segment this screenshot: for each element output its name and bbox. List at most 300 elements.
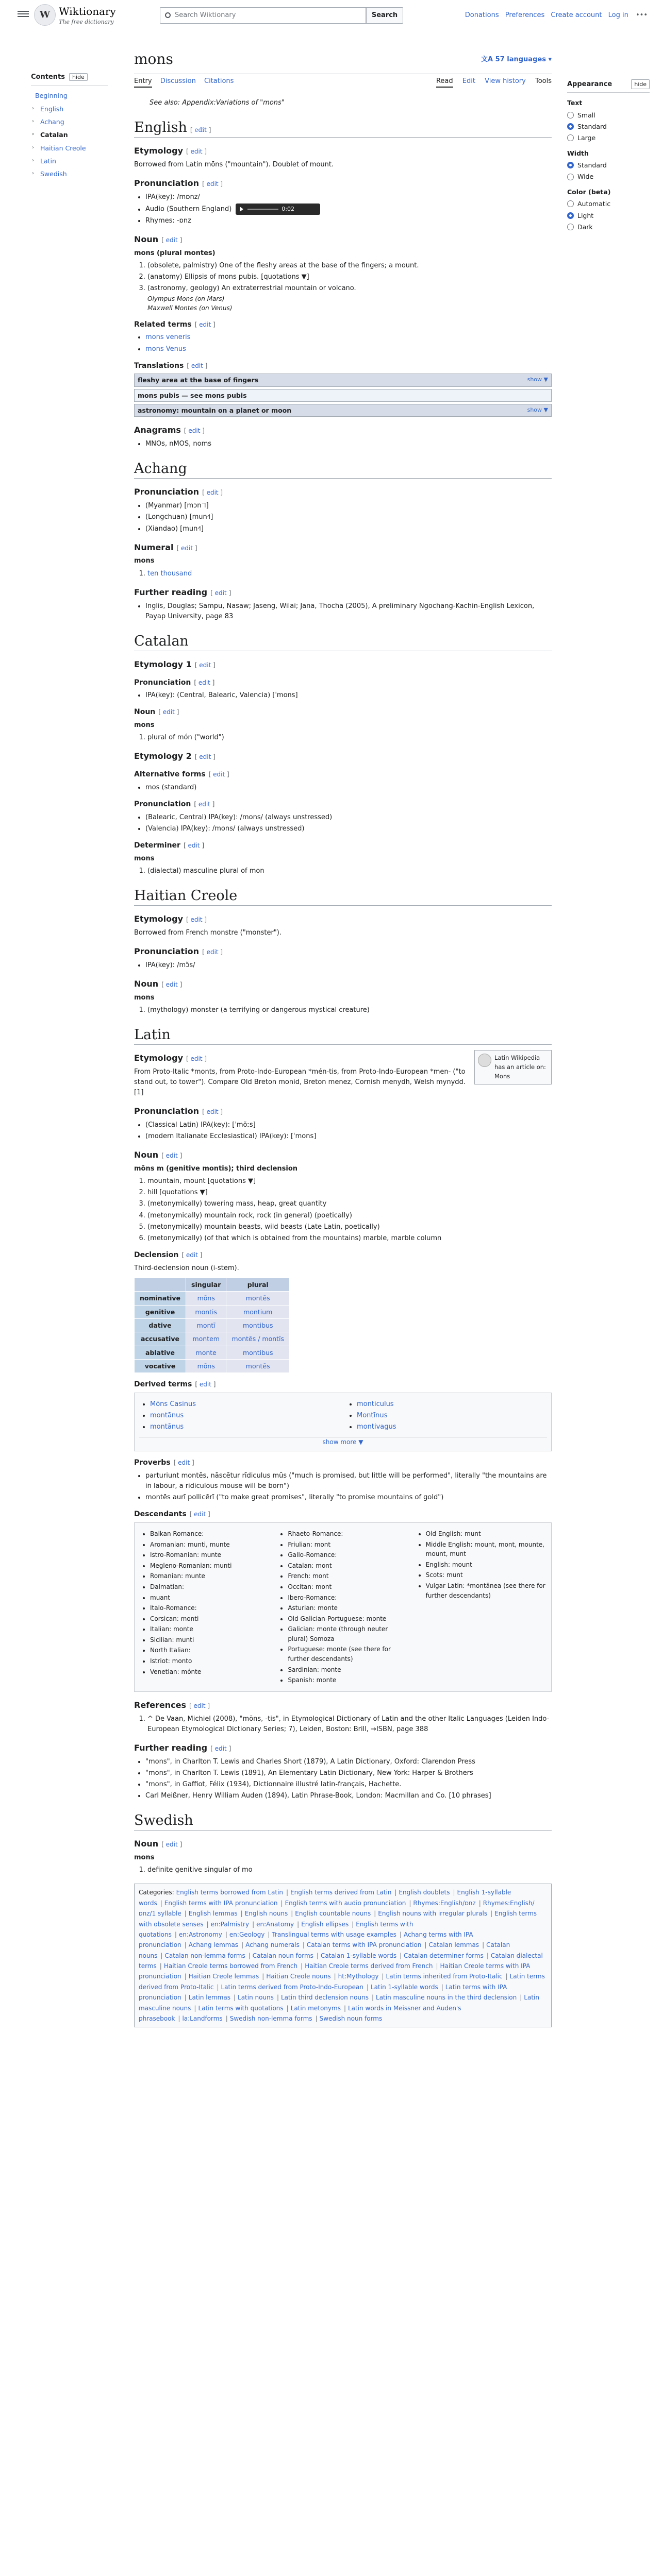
table-row	[135, 1292, 290, 1305]
edit-label[interactable]: edit	[190, 148, 203, 156]
tab-entry[interactable]: Entry	[134, 77, 152, 88]
category-link[interactable]: Latin 1-syllable words	[370, 1983, 438, 1991]
heading-text: Descendants	[134, 1510, 187, 1519]
edit-link[interactable]: [ edit ]	[186, 1055, 207, 1062]
case-form[interactable]: montibus	[226, 1346, 290, 1359]
category-link[interactable]: English terms borrowed from Latin	[176, 1889, 284, 1896]
edit-label[interactable]: edit	[199, 320, 211, 328]
show-button[interactable]: show ▼	[527, 376, 548, 383]
table-row	[135, 1360, 290, 1373]
option-label[interactable]: Large	[577, 134, 596, 142]
tab-edit[interactable]: Edit	[462, 77, 475, 85]
case-form[interactable]: montēs	[226, 1360, 290, 1373]
derived-term-link[interactable]: monticulus	[357, 1400, 394, 1409]
heading-text: Noun	[134, 234, 159, 245]
toc-item[interactable]	[31, 115, 108, 128]
edit-link[interactable]: [ edit ]	[208, 771, 229, 778]
category-link[interactable]: Latin terms derived from Proto-Italic	[139, 1973, 545, 1991]
audio-progress[interactable]	[247, 209, 278, 210]
toc-item[interactable]	[31, 89, 108, 102]
descendant-item: • Spanish: monte	[288, 1675, 409, 1685]
edit-label[interactable]: edit	[190, 916, 203, 923]
translation-see-box[interactable]: mons pubis — see mons pubis	[134, 389, 552, 402]
edit-link[interactable]: [ edit ]	[190, 126, 211, 134]
heading-text: Further reading	[134, 1742, 208, 1753]
pronunciation-heading	[134, 945, 552, 958]
category-link[interactable]: Achang terms with IPA pronunciation	[139, 1930, 473, 1949]
derived-term-link[interactable]: montivagus	[357, 1423, 396, 1431]
related-term	[145, 344, 552, 354]
reference-item: • "mons", in Charlton T. Lewis and Charles Short (1879), A Latin Dictionary, Oxford: Clarendon Press	[145, 1757, 552, 1767]
toc-hide-button[interactable]: hide	[69, 73, 88, 81]
translate-icon: 文A	[481, 56, 495, 63]
edit-link[interactable]: [ edit ]	[195, 1381, 216, 1388]
tab-citations[interactable]: Citations	[204, 77, 234, 85]
rhymes-item: • Rhymes: -ɒnz	[145, 216, 552, 226]
category-link[interactable]: English nouns	[244, 1910, 288, 1918]
separator: |	[184, 1973, 187, 1980]
edit-label[interactable]: edit	[198, 679, 210, 686]
toc-item[interactable]	[31, 155, 108, 167]
option-label[interactable]: Wide	[577, 173, 594, 181]
languages-label: 57 languages	[495, 56, 546, 63]
separator: |	[291, 1910, 293, 1918]
edit-label[interactable]: edit	[213, 771, 225, 778]
alternative-forms-heading	[134, 769, 552, 781]
edit-label[interactable]: edit	[199, 753, 211, 761]
category-link[interactable]: Latin masculine nouns	[139, 1994, 539, 2012]
categories-box	[134, 1884, 552, 2027]
ipa-item: • IPA(key): /mɒnz/	[145, 192, 552, 202]
tab-discussion[interactable]: Discussion	[160, 77, 196, 85]
category-link[interactable]: en:Geology	[229, 1930, 265, 1938]
toc-item-label[interactable]: Haitian Creole	[40, 144, 86, 152]
edit-link[interactable]: [ edit ]	[187, 362, 208, 369]
edit-label[interactable]: edit	[199, 661, 211, 669]
edit-link[interactable]: [ edit ]	[186, 916, 207, 923]
edit-label[interactable]: edit	[166, 1841, 178, 1849]
edit-label[interactable]: edit	[190, 1055, 203, 1062]
radio-button[interactable]	[567, 112, 574, 118]
chevron-right-icon[interactable]: ›	[32, 105, 34, 111]
user-links	[461, 10, 648, 21]
separator: |	[184, 1910, 187, 1918]
edit-link[interactable]: [ edit ]	[189, 1511, 210, 1518]
tab-view-history[interactable]: View history	[485, 77, 526, 85]
heading-text: Related terms	[134, 320, 192, 329]
toc-item[interactable]	[31, 103, 108, 115]
edit-link[interactable]: [ edit ]	[194, 661, 216, 669]
separator: |	[366, 1983, 369, 1991]
category-link[interactable]: English terms with quotations	[139, 1920, 413, 1938]
heading-text: Determiner	[134, 841, 180, 850]
audio-player[interactable]	[236, 204, 320, 215]
radio-button[interactable]	[567, 200, 574, 207]
chevron-right-icon[interactable]: ›	[32, 158, 34, 164]
edit-label[interactable]: edit	[206, 489, 219, 497]
edit-link[interactable]: [ edit ]	[202, 1108, 223, 1116]
headword-line: mons	[134, 993, 155, 1002]
edit-label[interactable]: edit	[206, 180, 219, 188]
edit-link[interactable]: [ edit ]	[181, 1251, 203, 1259]
reference-item: • "mons", in Gaffiot, Félix (1934), Dictionnaire illustré latin-français, Hachette.	[145, 1780, 552, 1790]
sense-item: 1. (obsolete, palmistry) One of the fleshy areas at the base of the fingers; a mount.	[147, 261, 552, 271]
option-label[interactable]: Dark	[577, 223, 593, 231]
category-link[interactable]: Catalan dialectal terms	[139, 1952, 543, 1970]
reference-item: • "mons", in Charlton T. Lewis (1891), An Elementary Latin Dictionary, New York: Harper & Brothers	[145, 1768, 552, 1778]
category-link[interactable]: Swedish noun forms	[319, 2015, 383, 2023]
category-link[interactable]: Latin terms derived from Proto-Indo-European	[221, 1983, 363, 1991]
etymology-heading	[134, 913, 552, 926]
category-link[interactable]: Latin nouns	[238, 1994, 274, 2002]
descendant-item: • Istro-Romanian: munte	[150, 1550, 271, 1560]
derived-term-link[interactable]: Montīnus	[357, 1412, 388, 1420]
language-heading-achang	[134, 461, 552, 479]
case-form[interactable]: montibus	[226, 1318, 290, 1332]
pronunciation-heading	[134, 799, 552, 810]
option-label[interactable]: Small	[577, 111, 595, 119]
category-link[interactable]: Haitian Creole lemmas	[188, 1973, 259, 1980]
edit-label[interactable]: edit	[214, 1744, 227, 1752]
category-link[interactable]: Catalan nouns	[139, 1941, 510, 1959]
toc-item[interactable]	[31, 128, 108, 141]
sense-list	[147, 866, 552, 876]
radio-button[interactable]	[567, 134, 574, 141]
separator: |	[240, 1910, 243, 1918]
search-input[interactable]	[160, 7, 366, 24]
anagrams-heading	[134, 424, 552, 437]
donations-link[interactable]: Donations	[465, 11, 499, 19]
sense-list	[147, 1005, 552, 1015]
edit-link[interactable]: [ edit ]	[202, 489, 223, 497]
heading-text: Noun	[134, 1150, 159, 1160]
edit-label[interactable]: edit	[180, 544, 193, 552]
category-link[interactable]: Catalan lemmas	[428, 1941, 479, 1949]
category-link[interactable]: English nouns with irregular plurals	[378, 1910, 488, 1918]
edit-link[interactable]: [ edit ]	[173, 1459, 194, 1467]
edit-link[interactable]: [ edit ]	[202, 180, 223, 188]
descendant-item: • English: mount	[426, 1560, 547, 1570]
category-link[interactable]: Rhymes:English/ɒnz/1 syllable	[139, 1899, 535, 1918]
category-link[interactable]: English terms with audio pronunciation	[285, 1899, 406, 1907]
edit-label[interactable]: edit	[198, 801, 210, 808]
wikipedia-globe-icon	[478, 1054, 491, 1067]
show-button[interactable]: show ▼	[527, 406, 548, 414]
category-link[interactable]: Haitian Creole terms with IPA pronunciation	[139, 1962, 531, 1980]
appearance-title: Appearance	[567, 80, 613, 88]
related-terms-list	[145, 332, 552, 354]
case-label: nominative	[135, 1292, 186, 1305]
edit-label[interactable]: edit	[194, 1511, 206, 1518]
radio-button[interactable]	[567, 162, 574, 168]
appearance-hide-button[interactable]: hide	[631, 79, 650, 89]
category-link[interactable]: en:Astronomy	[178, 1930, 222, 1938]
case-form[interactable]: montī	[186, 1318, 226, 1332]
case-form[interactable]: mōns	[186, 1292, 226, 1305]
edit-link[interactable]: [ edit ]	[161, 980, 183, 988]
category-link[interactable]: Latin lemmas	[188, 1994, 230, 2002]
play-icon[interactable]	[240, 207, 243, 212]
separator: |	[297, 1920, 300, 1928]
descendant-item: • Galician: monte (through neuter plural) Somoza	[288, 1624, 409, 1643]
option-label[interactable]: Standard	[577, 161, 607, 170]
separator: |	[436, 1962, 438, 1970]
wiktionary-logo[interactable]: W	[34, 4, 56, 26]
category-link[interactable]: Latin terms with IPA pronunciation	[139, 1983, 507, 2002]
case-form[interactable]: monte	[186, 1346, 226, 1359]
edit-label[interactable]: edit	[193, 1702, 206, 1709]
case-form[interactable]: montium	[226, 1305, 290, 1318]
option-label[interactable]: Standard	[577, 122, 607, 130]
separator: |	[286, 1889, 289, 1896]
toc-item-label[interactable]: Catalan	[40, 131, 68, 139]
related-term-link[interactable]: mons veneris	[145, 333, 191, 342]
option-label[interactable]: Light	[577, 211, 594, 219]
toc-item-label[interactable]: English	[40, 105, 64, 113]
category-link[interactable]: Catalan noun forms	[252, 1952, 313, 1959]
appearance-option[interactable]	[567, 172, 650, 181]
edit-link[interactable]: [ edit ]	[202, 948, 223, 956]
edit-label[interactable]: edit	[206, 1108, 219, 1116]
related-term-link[interactable]: mons Venus	[145, 345, 186, 353]
separator: |	[490, 1910, 493, 1918]
descendant-item: • Megleno-Romanian: munti	[150, 1561, 271, 1571]
more-options-icon[interactable]: •••	[635, 11, 648, 19]
category-link[interactable]: Haitian Creole nouns	[266, 1973, 331, 1980]
category-link[interactable]: Achang numerals	[245, 1941, 300, 1949]
usage-example: Maxwell Montes (on Venus)	[147, 304, 233, 312]
heading-text: Etymology	[134, 146, 184, 156]
edit-link[interactable]: [ edit ]	[161, 236, 183, 244]
derived-term	[150, 1422, 340, 1432]
appearance-option[interactable]	[567, 160, 650, 170]
edit-label[interactable]: edit	[178, 1459, 190, 1467]
language-heading-haitian-creole	[134, 888, 552, 906]
edit-link[interactable]: [ edit ]	[161, 1841, 183, 1849]
appearance-option[interactable]	[567, 211, 650, 221]
category-link[interactable]: English terms with IPA pronunciation	[164, 1899, 278, 1907]
category-link[interactable]: Achang lemmas	[188, 1941, 239, 1949]
descendant-item: • Dalmatian:	[150, 1582, 271, 1592]
edit-link[interactable]: [ edit ]	[158, 708, 179, 716]
proverbs-heading	[134, 1458, 552, 1469]
edit-link[interactable]: [ edit ]	[184, 427, 205, 435]
category-link[interactable]: English countable nouns	[295, 1910, 371, 1918]
separator: |	[315, 2015, 318, 2023]
anagrams-item: • MNOs, nMOS, noms	[145, 439, 552, 449]
chevron-right-icon[interactable]: ›	[32, 144, 34, 150]
sense-item: 2. (anatomy) Ellipsis of mons pubis. [quotations ▼]	[147, 272, 552, 282]
appearance-option[interactable]	[567, 133, 650, 143]
sense-list	[147, 569, 552, 579]
edit-link[interactable]: [ edit ]	[161, 1152, 183, 1160]
derived-term-link[interactable]: Mōns Casīnus	[150, 1400, 196, 1409]
headword-line: mōns m (genitive montis); third declension	[134, 1165, 298, 1173]
category-link[interactable]: English terms derived from Latin	[290, 1889, 392, 1896]
toc-item-label[interactable]: Swedish	[40, 170, 67, 178]
edit-label[interactable]: edit	[199, 1381, 211, 1388]
category-link[interactable]: Latin metonyms	[290, 2004, 341, 2012]
wordmark[interactable]: Wiktionary	[59, 5, 116, 18]
main-menu-icon[interactable]	[18, 9, 29, 19]
ipa-item: • (Balearic, Central) IPA(key): /mons/ (always unstressed)	[145, 812, 552, 823]
toc-item[interactable]	[31, 167, 108, 180]
separator: |	[225, 2015, 228, 2023]
translation-box[interactable]	[134, 374, 552, 386]
sense-list	[147, 1865, 552, 1875]
appearance-option[interactable]	[567, 110, 650, 120]
toc-item[interactable]	[31, 142, 108, 155]
category-link[interactable]: Catalan 1-syllable words	[320, 1952, 397, 1959]
sense-item: 1. mountain, mount [quotations ▼]	[147, 1176, 552, 1187]
category-link[interactable]: English doublets	[399, 1889, 450, 1896]
edit-label[interactable]: edit	[194, 126, 207, 134]
category-link[interactable]: English terms with obsolete senses	[139, 1910, 537, 1928]
case-form[interactable]: mōns	[186, 1360, 226, 1373]
ipa-item: • (Valencia) IPA(key): /mons/ (always unstressed)	[145, 824, 552, 834]
appearance-option[interactable]	[567, 199, 650, 209]
wikipedia-box-text[interactable]: Latin Wikipedia has an article on: Mons	[494, 1054, 546, 1080]
descendants-list	[288, 1529, 409, 1685]
anagrams-list	[145, 439, 552, 449]
category-link[interactable]: Catalan terms with IPA pronunciation	[306, 1941, 422, 1949]
descendant-item: • Friulian: mont	[288, 1540, 409, 1550]
wikipedia-box[interactable]	[474, 1050, 552, 1084]
edit-label[interactable]: edit	[186, 1251, 198, 1259]
login-link[interactable]: Log in	[608, 11, 628, 19]
create-account-link[interactable]: Create account	[551, 11, 602, 19]
edit-label[interactable]: edit	[166, 236, 178, 244]
derived-term	[357, 1422, 547, 1432]
descendant-item: • Rhaeto-Romance:	[288, 1529, 409, 1539]
pronunciation-list	[145, 501, 552, 534]
edit-label[interactable]: edit	[162, 708, 175, 716]
option-label[interactable]: Automatic	[577, 200, 611, 208]
category-link[interactable]: Haitian Creole terms borrowed from French	[163, 1962, 298, 1970]
heading-text: Noun	[134, 708, 156, 717]
case-form[interactable]: montēs / montīs	[226, 1332, 290, 1346]
category-link[interactable]: ht:Mythology	[338, 1973, 379, 1980]
pron-item: • (Xiandao) [mun˧˥]	[145, 524, 552, 534]
related-terms-heading	[134, 319, 552, 331]
pronunciation-heading	[134, 677, 552, 689]
category-link[interactable]: Latin third declension nouns	[280, 1994, 369, 2002]
case-form[interactable]: montēs	[226, 1292, 290, 1305]
heading-text: Pronunciation	[134, 1106, 200, 1116]
language-heading-latin	[134, 1027, 552, 1045]
category-link[interactable]: en:Palmistry	[210, 1920, 250, 1928]
chevron-right-icon[interactable]: ›	[32, 118, 34, 124]
headword-line: mons	[134, 1854, 155, 1862]
descendant-item: • North Italian:	[150, 1646, 271, 1655]
derived-term-link[interactable]: montānus	[150, 1423, 184, 1431]
category-link[interactable]: Translingual terms with usage examples	[272, 1930, 396, 1938]
separator: |	[399, 1930, 402, 1938]
toc-item-label[interactable]: Achang	[40, 117, 64, 126]
chevron-right-icon[interactable]: ›	[32, 171, 34, 177]
edit-label[interactable]: edit	[188, 841, 200, 849]
appearance-option[interactable]	[567, 222, 650, 232]
edit-label[interactable]: edit	[166, 1152, 178, 1160]
edit-link[interactable]: [ edit ]	[189, 1702, 210, 1709]
edit-link[interactable]: [ edit ]	[176, 544, 197, 552]
case-form[interactable]: montem	[186, 1332, 226, 1346]
radio-button[interactable]	[567, 212, 574, 219]
edit-link[interactable]: [ edit ]	[194, 679, 215, 686]
descendant-item: • Romanian: munte	[150, 1571, 271, 1581]
category-link[interactable]: Latin words in Meissner and Auden's phrasebook	[139, 2004, 461, 2023]
toc-item-label[interactable]: Latin	[40, 157, 56, 165]
descendant-item: • Sicilian: munti	[150, 1635, 271, 1645]
derived-term-link[interactable]: montānus	[150, 1412, 184, 1420]
edit-label[interactable]: edit	[206, 948, 219, 956]
edit-link[interactable]: [ edit ]	[194, 320, 216, 328]
show-more-button[interactable]: show more ▼	[139, 1437, 547, 1447]
category-link[interactable]: Latin masculine nouns in the third declension	[376, 1994, 517, 2002]
category-link[interactable]: Haitian Creole terms derived from French	[305, 1962, 433, 1970]
tab-read[interactable]: Read	[436, 77, 453, 88]
separator: |	[217, 1983, 219, 1991]
category-link[interactable]: Swedish non-lemma forms	[229, 2015, 312, 2023]
edit-link[interactable]: [ edit ]	[194, 753, 216, 761]
chevron-right-icon[interactable]: ›	[32, 131, 35, 138]
toc-item-label[interactable]: Beginning	[35, 92, 68, 100]
separator: |	[520, 1994, 522, 2002]
separator: |	[453, 1889, 455, 1896]
edit-label[interactable]: edit	[166, 980, 178, 988]
category-link[interactable]: Latin terms with quotations	[198, 2004, 284, 2012]
radio-button[interactable]	[567, 123, 574, 130]
numeral-heading	[134, 541, 552, 554]
edit-label[interactable]: edit	[214, 589, 227, 597]
category-link[interactable]: en:Anatomy	[256, 1920, 294, 1928]
edit-label[interactable]: edit	[191, 362, 203, 369]
edit-link[interactable]: [ edit ]	[210, 589, 231, 597]
heading-text: Anagrams	[134, 425, 181, 435]
tagline: The free dictionary	[59, 19, 114, 25]
preferences-link[interactable]: Preferences	[505, 11, 545, 19]
edit-link[interactable]: [ edit ]	[194, 801, 215, 808]
sense-link[interactable]: ten thousand	[147, 569, 192, 578]
translation-box[interactable]	[134, 404, 552, 417]
appearance-option[interactable]	[567, 122, 650, 131]
categories-label[interactable]: Categories:	[139, 1889, 174, 1896]
category-link[interactable]: Rhymes:English/ɒnz	[413, 1899, 476, 1907]
case-form[interactable]: montis	[186, 1305, 226, 1318]
language-selector[interactable]: 文A 57 languages ▾	[481, 56, 552, 63]
category-link[interactable]: Catalan determiner forms	[404, 1952, 484, 1959]
radio-button[interactable]	[567, 224, 574, 230]
category-link[interactable]: English ellipses	[301, 1920, 349, 1928]
derived-term	[150, 1411, 340, 1421]
edit-link[interactable]: [ edit ]	[186, 148, 207, 156]
category-link[interactable]: Catalan non-lemma forms	[164, 1952, 245, 1959]
category-link[interactable]: English lemmas	[188, 1910, 238, 1918]
search-button[interactable]: Search	[366, 7, 403, 24]
edit-link[interactable]: [ edit ]	[210, 1744, 231, 1752]
descendant-item: • Corsican: monti	[150, 1614, 271, 1624]
determiner-heading	[134, 840, 552, 852]
category-link[interactable]: la:Landforms	[182, 2015, 223, 2023]
category-link[interactable]: English 1-syllable words	[139, 1889, 511, 1907]
tab-tools[interactable]: Tools	[535, 77, 552, 85]
category-link[interactable]: Latin terms inherited from Proto-Italic	[386, 1973, 503, 1980]
edit-label[interactable]: edit	[188, 427, 201, 435]
edit-link[interactable]: [ edit ]	[183, 841, 205, 849]
radio-button[interactable]	[567, 174, 574, 180]
further-reading-list	[145, 601, 552, 622]
audio-item	[145, 204, 552, 215]
